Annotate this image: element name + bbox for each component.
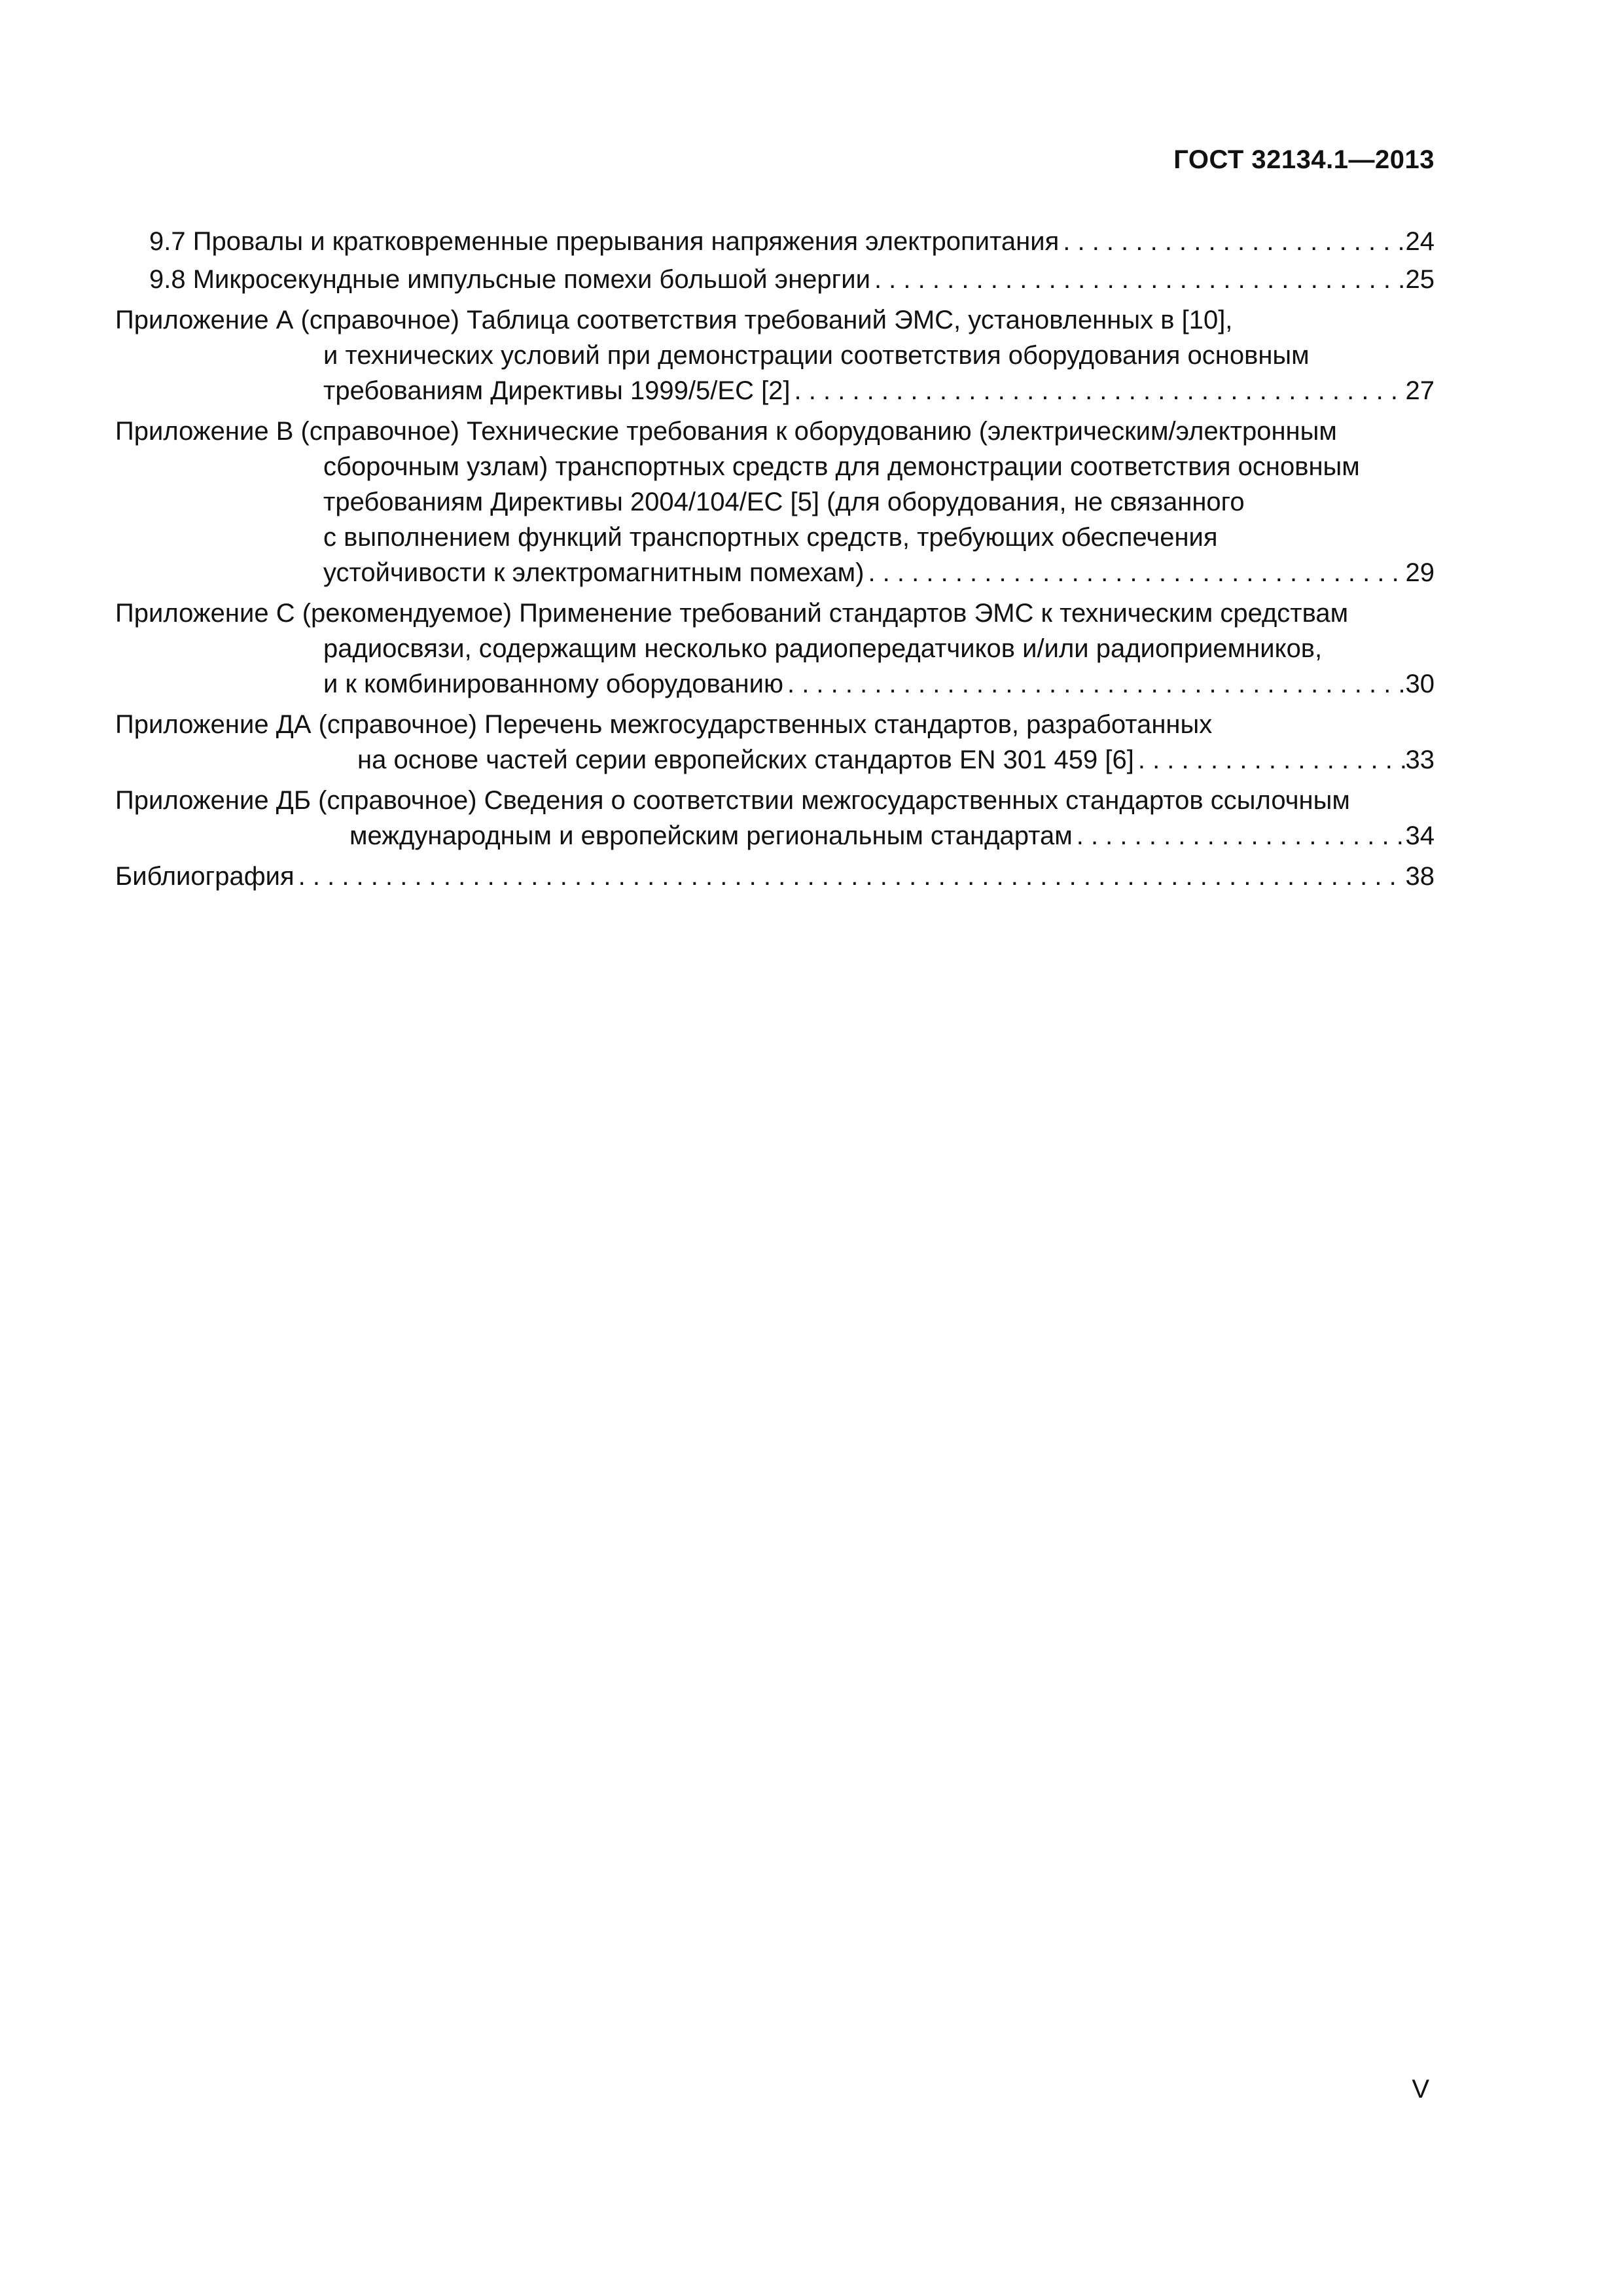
toc-entry-title: Библиография [115, 862, 294, 891]
toc-entry-title-continued: устойчивости к электромагнитным помехам) [323, 558, 865, 587]
toc-entry-title-continued: с выполнением функций транспортных средств, требующих обеспечения [323, 523, 1218, 552]
dot-leader [864, 555, 1405, 590]
toc-entry-title-continued: и технических условий при демонстрации соответствия оборудования основным [323, 341, 1310, 370]
toc-entry-title-continued: требованиям Директивы 2004/104/ЕС [5] (для оборудования, не связанного [323, 488, 1245, 516]
table-of-contents [115, 224, 1435, 894]
toc-entry-9-7[interactable] [115, 224, 1435, 259]
toc-page-number: 38 [1405, 862, 1435, 891]
toc-entry-appendix-da[interactable] [115, 707, 1435, 778]
toc-entry-bibliography[interactable] [115, 859, 1435, 894]
toc-page-number: 24 [1405, 227, 1435, 256]
toc-entry-title: Приложение ДБ (справочное) Сведения о соответствии межгосударственных стандартов ссылочным [115, 786, 1350, 815]
dot-leader [1134, 742, 1406, 778]
toc-entry-title-continued: международным и европейским региональным стандартам [349, 821, 1073, 850]
page-folio: V [1412, 2075, 1429, 2104]
toc-page-number: 25 [1405, 265, 1435, 294]
dot-leader [1059, 224, 1405, 259]
toc-entry-title: 9.7 Провалы и кратковременные прерывания напряжения электропитания [149, 227, 1060, 256]
toc-page-number: 27 [1405, 376, 1435, 405]
toc-entry-title: 9.8 Микросекундные импульсные помехи большой энергии [149, 265, 870, 294]
toc-page-number: 33 [1405, 745, 1435, 774]
toc-entry-appendix-b[interactable] [115, 414, 1435, 590]
document-code: ГОСТ 32134.1—2013 [1173, 145, 1435, 174]
toc-entry-title: Приложение С (рекомендуемое) Применение требований стандартов ЭМС к техническим средствам [115, 599, 1349, 628]
toc-page-number: 29 [1405, 558, 1435, 587]
toc-entry-title: Приложение ДА (справочное) Перечень межгосударственных стандартов, разработанных [115, 710, 1213, 739]
toc-entry-title-continued: радиосвязи, содержащим несколько радиопередатчиков и/или радиоприемников, [323, 634, 1323, 663]
dot-leader [1073, 818, 1406, 853]
toc-entry-title-continued: сборочным узлам) транспортных средств для демонстрации соответствия основным [323, 452, 1360, 481]
dot-leader [783, 666, 1406, 702]
toc-entry-appendix-a[interactable] [115, 302, 1435, 408]
toc-entry-9-8[interactable] [115, 262, 1435, 297]
toc-entry-title: Приложение В (справочное) Технические требования к оборудованию (электрическим/электронным [115, 417, 1337, 446]
toc-entry-title-continued: и к комбинированному оборудованию [323, 670, 783, 698]
toc-entry-appendix-c[interactable] [115, 596, 1435, 702]
toc-entry-title-continued: на основе частей серии европейских стандартов EN 301 459 [6] [357, 745, 1134, 774]
toc-page-number: 30 [1405, 670, 1435, 698]
toc-page-number: 34 [1405, 821, 1435, 850]
toc-entry-appendix-db[interactable] [115, 783, 1435, 853]
dot-leader [294, 859, 1406, 894]
dot-leader [870, 262, 1406, 297]
dot-leader [791, 373, 1406, 408]
toc-entry-title-continued: требованиям Директивы 1999/5/ЕС [2] [323, 376, 791, 405]
toc-entry-title: Приложение А (справочное) Таблица соответствия требований ЭМС, установленных в [10], [115, 306, 1233, 334]
